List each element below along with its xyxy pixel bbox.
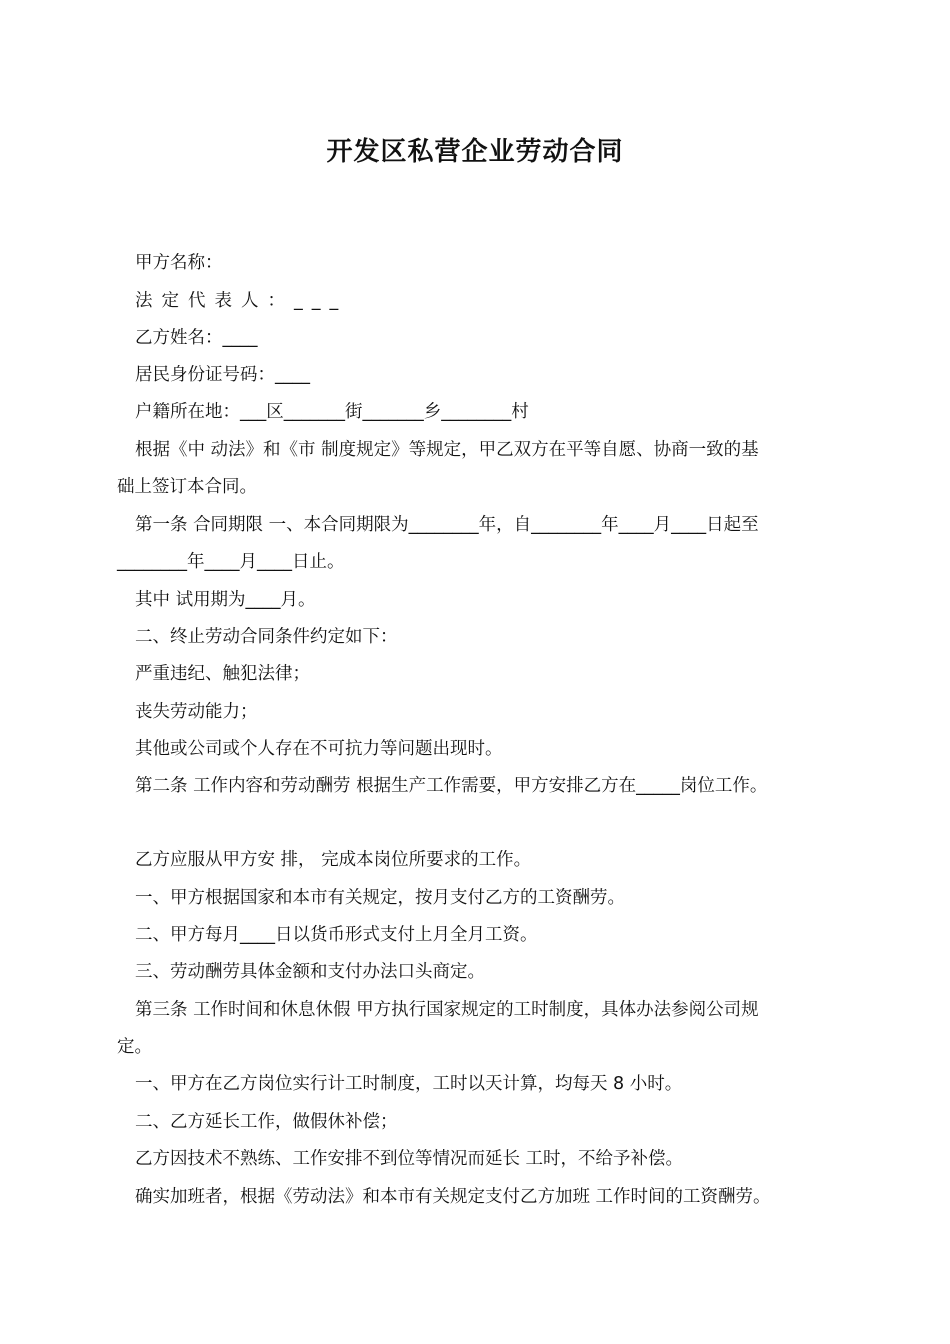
- preamble-line-2: 础上签订本合同。: [117, 477, 257, 497]
- wage-item-3: 三、劳动酬劳具体金额和支付办法口头商定。: [135, 962, 485, 982]
- party-b-name-line: 乙方姓名：____: [135, 328, 258, 348]
- document-title: 开发区私营企业劳动合同: [326, 137, 624, 167]
- working-hours-item-2: 二、乙方延长工作，做假休补偿；: [135, 1112, 398, 1132]
- termination-conditions-line: 二、终止劳动合同条件约定如下：: [135, 627, 398, 647]
- article-2-line-1: 第二条 工作内容和劳动酬劳 根据生产工作需要，甲方安排乙方在_____岗位工作。: [135, 776, 768, 796]
- article-1-line-2: ________年____月____日止。: [117, 552, 345, 572]
- working-hours-item-1: 一、甲方在乙方岗位实行计工时制度，工时以天计算，均每天 8 小时。: [135, 1074, 683, 1094]
- wage-item-2: 二、甲方每月____日以货币形式支付上月全月工资。: [135, 925, 538, 945]
- termination-item-2: 丧失劳动能力；: [135, 702, 258, 722]
- wage-item-1: 一、甲方根据国家和本市有关规定，按月支付乙方的工资酬劳。: [135, 888, 625, 908]
- article-2-line-2: 乙方应服从甲方安 排， 完成本岗位所要求的工作。: [135, 850, 532, 870]
- preamble-line-1: 根据《中 动法》和《市 制度规定》等规定，甲乙双方在平等自愿、协商一致的基: [135, 440, 759, 460]
- article-3-line-1: 第三条 工作时间和休息休假 甲方执行国家规定的工时制度，具体办法参阅公司规: [135, 1000, 759, 1020]
- overtime-pay-line: 确实加班者，根据《劳动法》和本市有关规定支付乙方加班 工作时间的工资酬劳。: [135, 1187, 771, 1207]
- article-3-line-2: 定。: [117, 1037, 152, 1057]
- id-number-line: 居民身份证号码：____: [135, 365, 310, 385]
- party-a-name-line: 甲方名称：: [135, 253, 223, 273]
- termination-item-3: 其他或公司或个人存在不可抗力等问题出现时。: [135, 739, 503, 759]
- overtime-no-compensation-line: 乙方因技术不熟练、工作安排不到位等情况而延长 工时，不给予补偿。: [135, 1149, 684, 1169]
- termination-item-1: 严重违纪、触犯法律；: [135, 664, 310, 684]
- household-registration-line: 户籍所在地：___区_______街_______乡________村: [135, 402, 529, 422]
- legal-representative-line: 法定代表人：___: [135, 291, 348, 311]
- probation-line: 其中 试用期为____月。: [135, 590, 316, 610]
- article-1-line-1: 第一条 合同期限 一、本合同期限为________年，自________年____月____日起至: [135, 515, 759, 535]
